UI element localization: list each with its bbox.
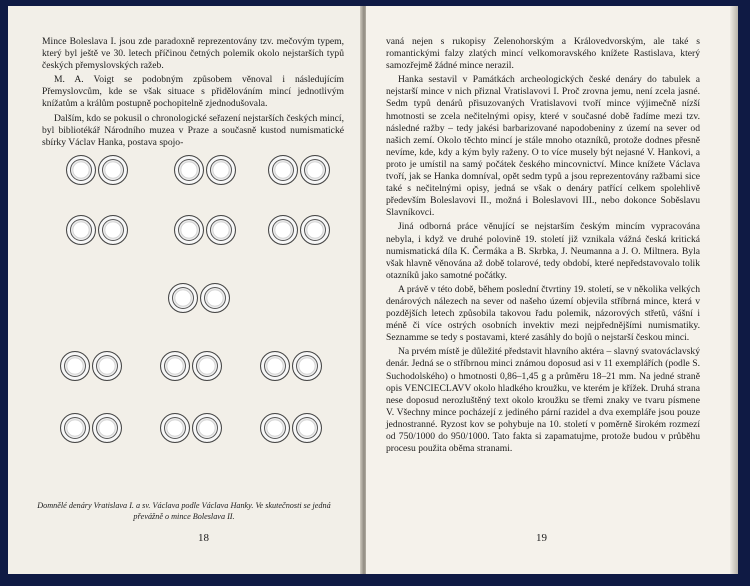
coin-pair <box>268 215 330 245</box>
coin-image <box>200 283 230 313</box>
coin-image <box>192 351 222 381</box>
coin-image <box>260 351 290 381</box>
paragraph: Mince Boleslava I. jsou zde paradoxně reprezentovány tzv. mečovým typem, který byl ještě ve 30. letech příčinou četných polemik okolo nejstarších typů českých přemyslovských ražeb. <box>42 36 344 72</box>
coin-pair <box>66 215 128 245</box>
coin-image <box>260 413 290 443</box>
coin-pair <box>168 283 230 313</box>
right-page <box>366 6 738 574</box>
coin-image <box>300 215 330 245</box>
coin-image <box>206 155 236 185</box>
coin-pair <box>260 351 322 381</box>
coin-image <box>192 413 222 443</box>
coin-image <box>206 215 236 245</box>
paragraph: M. A. Voigt se podobným způsobem věnoval i následujícím Přemyslovcům, kde se však situace s přidělováním mincí jednotlivým knížatům a králům postupně pochopitelně zjednodušovala. <box>42 74 344 110</box>
coin-image <box>300 155 330 185</box>
coin-image <box>92 351 122 381</box>
coin-image <box>292 413 322 443</box>
coin-image <box>98 155 128 185</box>
coin-image <box>268 215 298 245</box>
coin-pair <box>174 215 236 245</box>
coin-pair <box>260 413 322 443</box>
coin-image <box>92 413 122 443</box>
coin-image <box>66 155 96 185</box>
coin-pair <box>160 351 222 381</box>
coin-image <box>60 351 90 381</box>
page-number-right: 19 <box>536 532 547 544</box>
paragraph: A právě v této době, během poslední čtvrtiny 19. století, se v několika velkých denárových nálezech na sever od našeho území objevila stříbrná mince, která v pozdějších letech způsobila takovou řadu polemik, názorových střetů, vášní i méně či více ostrých osobních invektiv mezi nejpřednějšími numismatiky. Seznamme se tedy s postavami, které zasáhly do bojů o nejstarší českou minci. <box>386 283 700 344</box>
paragraph: vaná nejen s rukopisy Zelenohorským a Královedvorským, ale také s romantickými falzy zlatých mincí velkomoravského knížete Rastislava, který samozřejmě žádné mince nerazil. <box>386 36 700 72</box>
coin-pair <box>60 351 122 381</box>
coin-image <box>66 215 96 245</box>
coin-pair <box>268 155 330 185</box>
coin-image <box>174 215 204 245</box>
coin-image <box>160 351 190 381</box>
coin-image <box>292 351 322 381</box>
paragraph: Hanka sestavil v Památkách archeologických české denáry do tabulek a nejstarší mince v nich přiznal Vratislavovi I. Proč zrovna jemu, není zcela jasné. Sedm typů denárů přisuzovaných Vratislavovi tvoří mince výjimečně nízší hmotnosti se zcela nečitelnými opisy, které v současné době řadíme mezi tzv. následné ražby – tedy jakési barbarizované napodobeniny z území na sever od našich zemí. Okolo těchto mincí je stále mnoho otazníků, protože dodnes přesně nevíme, kde, kdy a kým byly raženy. O to více musely být nejasné V. Hankovi, a proto je umístil na samý počátek českého mincovnictví. Mince knížete Václava tvoří, jak se Hanka domníval, opět sedm typů a jsou reprezentovány ražbami sice také s nečitelnými opisy, jedná se však o denáry patřící celkem spolehlivě především Boleslavovi II., možná i Boleslavovi III., nebo dokonce Soběslavu Slavníkovci. <box>386 74 700 219</box>
coin-image <box>268 155 298 185</box>
coin-pair <box>174 155 236 185</box>
coin-pair <box>60 413 122 443</box>
coin-pair <box>160 413 222 443</box>
figure-caption: Domnělé denáry Vratislava I. a sv. Václava podle Václava Hanky. Ve skutečnosti se jedná převážně o mince Boleslava II. <box>37 501 331 521</box>
left-page <box>8 6 362 574</box>
paragraph: Dalším, kdo se pokusil o chronologické seřazení nejstarších českých mincí, byl bibliotékář Národního muzea v Praze a současně kustod numismatické sbírky Václav Hanka, postava spojo- <box>42 112 344 148</box>
coin-pair <box>66 155 128 185</box>
coin-illustration <box>42 155 344 523</box>
coin-image <box>60 413 90 443</box>
page-number-left: 18 <box>198 532 209 544</box>
coin-image <box>160 413 190 443</box>
coin-image <box>168 283 198 313</box>
coin-image <box>174 155 204 185</box>
paragraph: Na prvém místě je důležité představit hlavního aktéra – slavný svatováclavský denár. Jedná se o stříbrnou minci známou doposud asi v 11 exemplářích (podle S. Suchodolského) o hmotnosti 0,86–1,45 g a průměru 18–21 mm. Na jedné straně opis VENCIECLAVV okolo hladkého kroužku, ve kterém je křížek. Druhá strana nese doposud nerozluštěný text okolo kroužku se třemi znaky ve tvaru písmene V. Všechny mince pocházejí z jediného pární razidel a dva exempláře jsou pouze jednostranné. Ryzost kov se pohybuje na 10. století v poměrně širokém rozmezí od 750/1000 do 950/1000. Tato fakta si zapamatujme, protože budou v průběhu procesu použita oběma stranami. <box>386 346 700 455</box>
page-edge-right <box>730 6 738 574</box>
paragraph: Jiná odborná práce věnující se nejstarším českým mincím vypracována nebyla, i když ve druhé polovině 19. století již vznikala vážná česká kritická numismatická díla K. Čermáka a B. Skrbka, J. Neumanna a J. O. Miltnera. Byla však hlavně věnována až době tolarové, tedy období, které nepředstavovalo tolik otazníků jako samotné počátky. <box>386 221 700 281</box>
coin-image <box>98 215 128 245</box>
